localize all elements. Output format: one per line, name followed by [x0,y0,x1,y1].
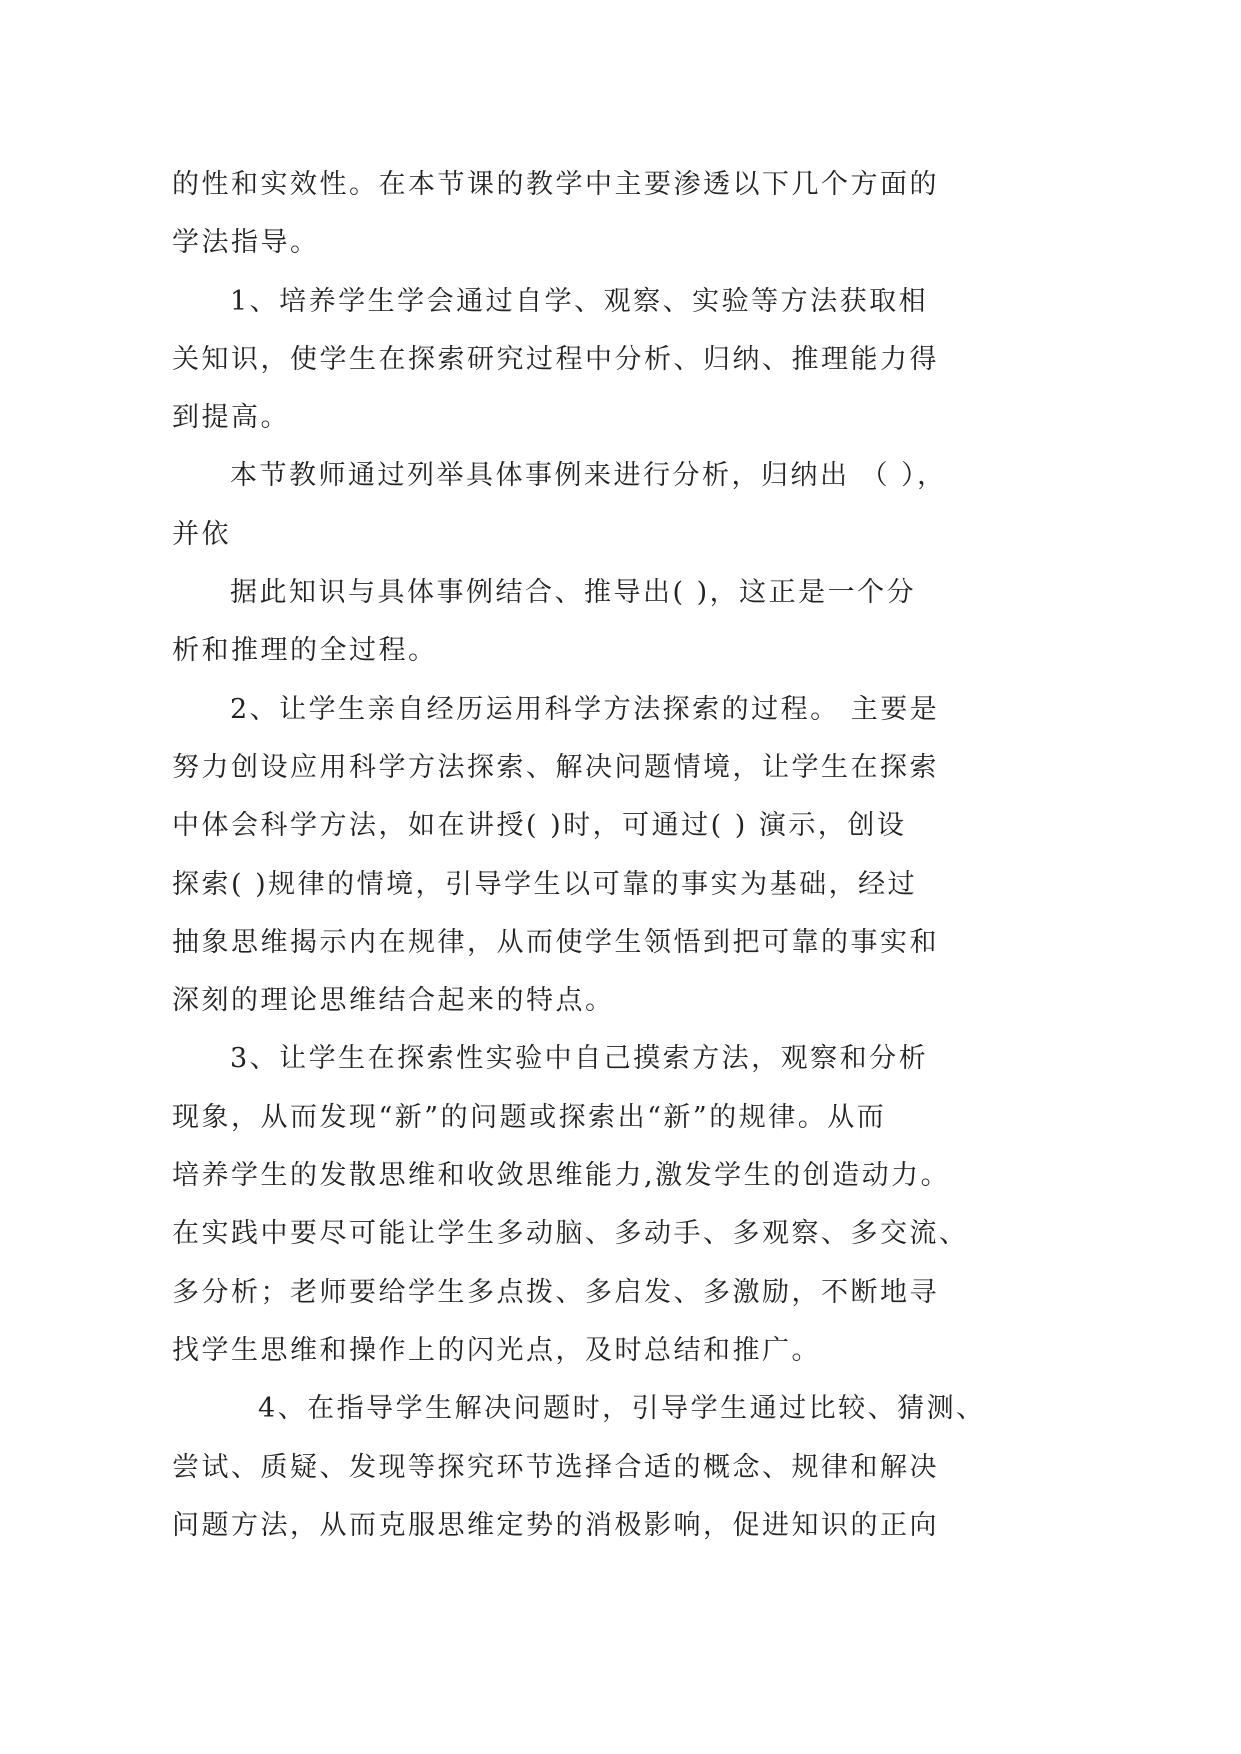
text-line: 现象，从而发现“新”的问题或探索出“新”的规律。从而 [172,1101,887,1133]
text-line: 尝试、质疑、发现等探究环节选择合适的概念、规律和解决 [172,1451,939,1483]
text-line: 问题方法，从而克服思维定势的消极影响，促进知识的正向 [172,1509,939,1541]
paragraph [172,681,992,1031]
text-line: 中体会科学方法，如在讲授( )时，可通过( ) 演示，创设 [172,810,907,842]
text-line: 1、培养学生学会通过自学、观察、实验等方法获取相 [230,285,929,317]
text-line: 的性和实效性。在本节课的教学中主要渗透以下几个方面的 [172,169,939,200]
text-line: 2、让学生亲自经历运用科学方法探索的过程。 主要是 [230,693,940,725]
document-body [172,156,992,1555]
text-line: 关知识，使学生在探索研究过程中分析、归纳、推理能力得 [172,343,939,375]
text-line: 找学生思维和操作上的闪光点，及时总结和推广。 [172,1334,821,1366]
text-line: 3、让学生在探索性实验中自己摸索方法，观察和分析 [230,1043,929,1075]
paragraph [172,273,992,448]
text-line: 深刻的理论思维结合起来的特点。 [172,985,615,1017]
text-line: 并依 [172,518,231,550]
text-line: 培养学生的发散思维和收敛思维能力,激发学生的创造动力。 [172,1160,951,1192]
paragraph [172,447,992,564]
text-line: 抽象思维揭示内在规律，从而使学生领悟到把可靠的事实和 [172,926,939,958]
paragraph [172,1030,992,1380]
paragraph [172,156,992,273]
text-line: 多分析；老师要给学生多点拨、多启发、多激励，不断地寻 [172,1276,939,1308]
text-line: 本节教师通过列举具体事例来进行分析，归纳出 （ ）， [230,460,947,492]
text-line: 在实践中要尽可能让学生多动脑、多动手、多观察、多交流、 [172,1218,969,1250]
text-line: 努力创设应用科学方法探索、解决问题情境，让学生在探索 [172,751,939,783]
paragraph [172,1380,992,1555]
text-line: 探索( )规律的情境，引导学生以可靠的事实为基础，经过 [172,868,918,900]
text-line: 4、在指导学生解决问题时，引导学生通过比较、猜测、 [258,1393,986,1425]
text-line: 据此知识与具体事例结合、推导出( )，这正是一个分 [230,577,917,609]
text-line: 析和推理的全过程。 [172,635,438,667]
text-line: 到提高。 [172,402,290,434]
paragraph [172,564,992,681]
text-line: 学法指导。 [172,227,320,259]
